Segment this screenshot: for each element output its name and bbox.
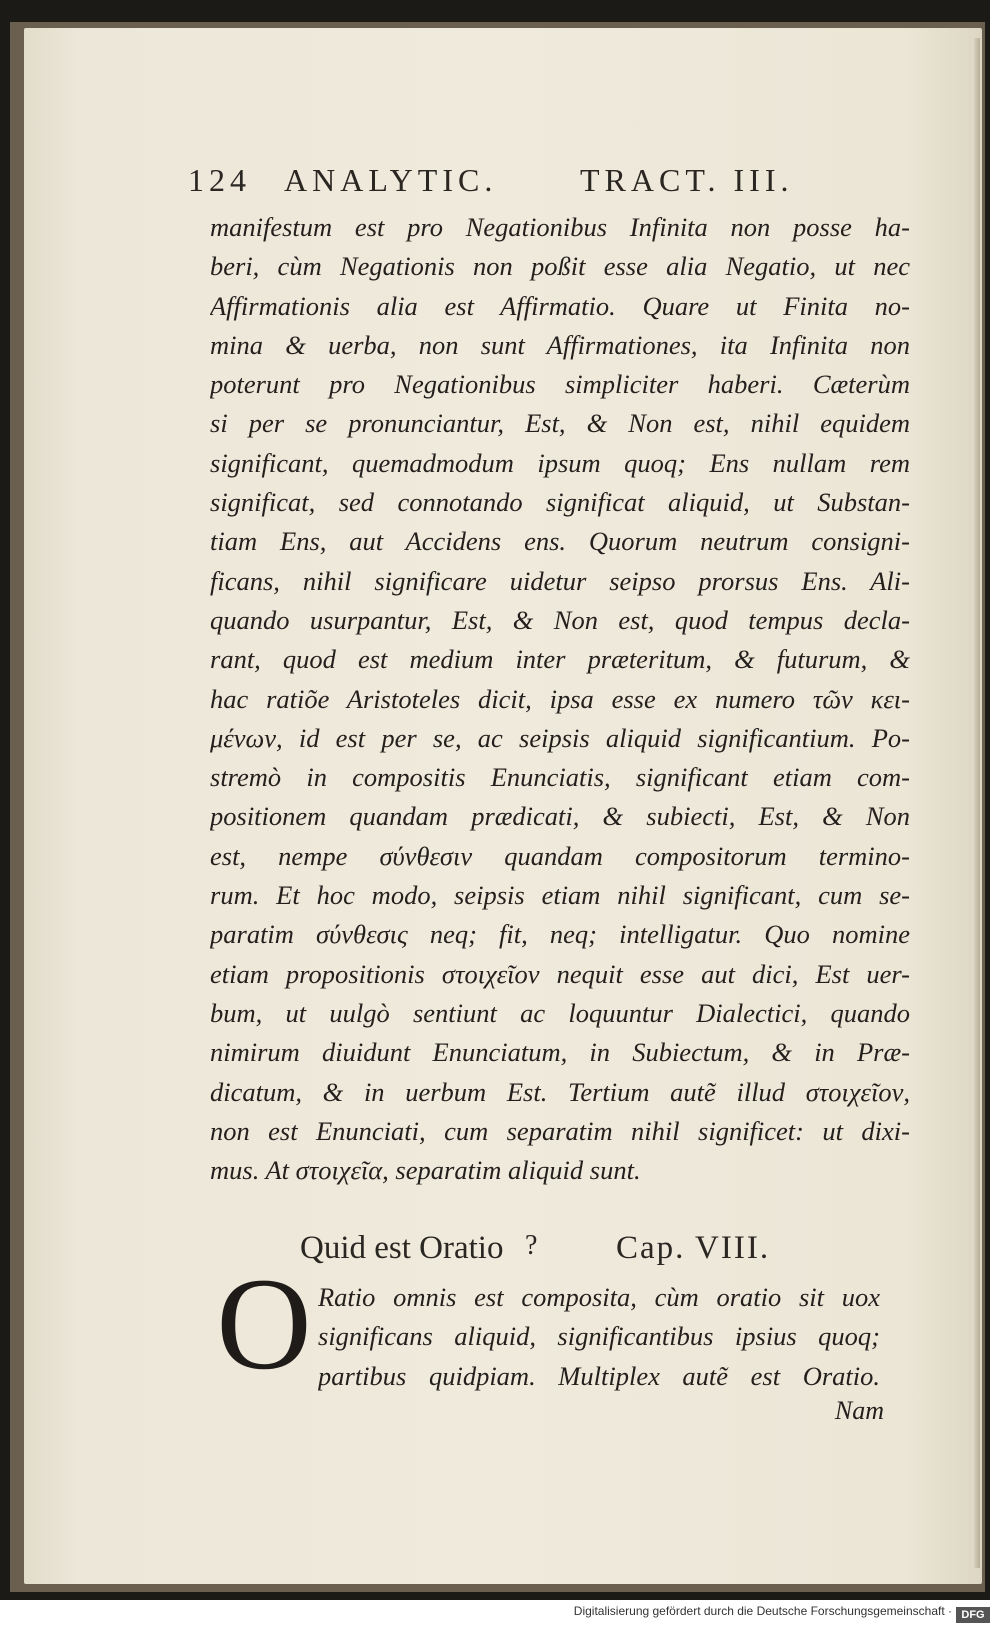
text-line: si per se pronunciantur, Est, & Non est, nihil equidem <box>210 408 910 439</box>
chapter-number: Cap. VIII. <box>616 1230 771 1266</box>
text-line: Affirmationis alia est Affirmatio. Quare ut Finita no- <box>210 290 910 321</box>
text-line: poterunt pro Negationibus simpliciter haberi. Cæterùm <box>210 369 910 400</box>
text-line: tiam Ens, aut Accidens ens. Quorum neutrum consigni- <box>210 526 910 557</box>
text-line: rum. Et hoc modo, seipsis etiam nihil significant, cum se- <box>210 880 910 911</box>
body-text <box>210 208 910 1190</box>
text-line: rant, quod est medium inter præteritum, & futurum, & <box>210 644 910 675</box>
text-line: nimirum diuidunt Enunciatum, in Subiectum, & in Præ- <box>210 1037 910 1068</box>
text-line: partibus quidpiam. Multiplex autẽ est Oratio. <box>318 1360 880 1391</box>
chapter-question-mark: ? <box>525 1230 538 1261</box>
text-line: est, nempe σύνθεσιν quandam compositorum termino- <box>210 840 910 871</box>
page-edge <box>974 38 980 1568</box>
drop-cap: O <box>216 1250 312 1397</box>
dfg-logo: DFG <box>956 1607 990 1623</box>
text-line: stremò in compositis Enunciatis, significant etiam com- <box>210 762 910 793</box>
text-line: dicatum, & in uerbum Est. Tertium autẽ illud στοιχεῖον, <box>210 1076 910 1107</box>
text-line: mina & uerba, non sunt Affirmationes, ita Infinita non <box>210 329 910 360</box>
text-line: significans aliquid, significantibus ipsius quoq; <box>318 1321 880 1352</box>
text-line: manifestum est pro Negationibus Infinita non posse ha- <box>210 212 910 242</box>
text-line: non est Enunciati, cum separatim nihil significet: ut dixi- <box>210 1115 910 1146</box>
text-line: paratim σύνθεσις neq; fit, neq; intelligatur. Quo nomine <box>210 919 910 950</box>
catchword: Nam <box>834 1396 884 1425</box>
text-line: beri, cùm Negationis non poßit esse alia Negatio, ut nec <box>210 251 910 282</box>
text-line: μένων, id est per se, ac seipsis aliquid significantium. Po- <box>210 722 910 753</box>
digitization-credit: Digitalisierung gefördert durch die Deutsche Forschungsgemeinschaft · <box>573 1604 952 1618</box>
text-line: bum, ut uulgò sentiunt ac loquuntur Dialectici, quando <box>210 997 910 1028</box>
text-line: positionem quandam prædicati, & subiecti, Est, & Non <box>210 801 910 832</box>
text-line: significat, sed connotando significat aliquid, ut Substan- <box>210 487 910 518</box>
text-line: etiam propositionis στοιχεῖον nequit esse aut dici, Est uer- <box>210 958 910 989</box>
chapter-title: Quid est Oratio <box>300 1230 504 1266</box>
running-head <box>188 162 888 206</box>
text-line: ficans, nihil significare uidetur seipso prorsus Ens. Ali- <box>210 565 910 596</box>
chapter-text <box>318 1278 880 1396</box>
chapter-heading <box>300 1230 900 1276</box>
text-line: Ratio omnis est composita, cùm oratio sit uox <box>318 1282 880 1312</box>
page-number: 124 <box>188 162 251 198</box>
running-title: ANALYTIC. <box>284 162 498 198</box>
text-line: significant, quemadmodum ipsum quoq; Ens nullam rem <box>210 447 910 478</box>
text-line: hac ratiõe Aristoteles dicit, ipsa esse ex numero τῶν κει- <box>210 683 910 714</box>
text-line: mus. At στοιχεῖα, separatim aliquid sunt. <box>210 1155 641 1186</box>
text-line: quando usurpantur, Est, & Non est, quod tempus decla- <box>210 604 910 635</box>
running-tract: TRACT. III. <box>580 162 794 198</box>
